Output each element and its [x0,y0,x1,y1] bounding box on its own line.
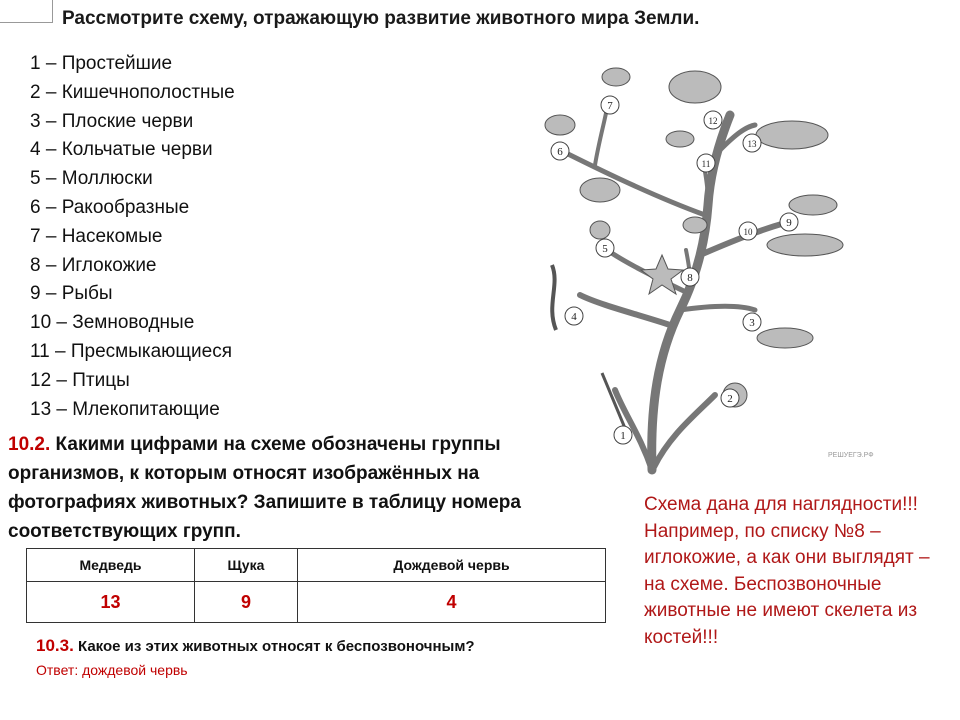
marker-label: 3 [749,317,755,329]
list-item: 7 – Насекомые [30,225,163,247]
list-item: 3 – Плоские черви [30,110,194,132]
branch-worms [580,295,670,325]
marker-label: 8 [687,272,693,284]
marker-label: 2 [727,393,733,405]
tree-root-right [654,395,715,467]
butterfly-shape [602,68,630,86]
marker-label: 1 [620,430,626,442]
snail-shape [590,221,610,239]
branch-arthropods [560,150,705,215]
turtle-shape [666,131,694,147]
list-item: 4 – Кольчатые черви [30,139,213,161]
earthworm-shape [552,265,556,330]
list-item: 11 – Пресмыкающиеся [30,340,233,362]
crab-shape [545,115,575,135]
bird-shape [669,71,721,103]
question-text: Какими цифрами на схеме обозначены группы организмов, к которым относят изображённых на фотографиях животных? Запишите в таблицу номера соответствующих групп. [8,434,521,542]
question-text: Какое из этих животных относят к беспозвоночным? [73,638,475,655]
group-list [30,50,235,424]
list-item: 1 – Простейшие [30,53,173,74]
branch-flatworms [680,306,755,310]
marker-label: 10 [743,227,753,237]
list-item: 8 – Иглокожие [30,254,157,276]
marker-label: 11 [701,159,711,169]
table-cell: 4 [297,582,605,623]
table-header: Щука [195,549,298,582]
marker-label: 5 [602,243,608,255]
corner-box [0,0,53,23]
octopus-shape [580,178,620,202]
flatworm-shape [757,328,813,348]
list-item: 2 – Кишечнополостные [30,81,235,103]
table-header-row [27,549,606,582]
question-number: 10.3. [36,636,74,655]
table-header: Медведь [27,549,195,582]
question-10-3 [36,636,475,656]
list-item: 10 – Земноводные [30,312,195,334]
table-cell: 9 [195,582,298,623]
marker-label: 4 [571,311,577,323]
shark-shape [767,234,843,256]
list-item: 13 – Млекопитающие [30,398,220,420]
marker-label: 13 [747,139,757,149]
table-row [27,582,606,623]
marker-label: 6 [557,146,563,158]
table-header: Дождевой червь [297,549,605,582]
question-10-2 [8,430,578,546]
evolution-tree-diagram [530,55,875,475]
list-item: 9 – Рыбы [30,283,113,305]
marker-label: 9 [786,217,792,229]
frog-shape [683,217,707,233]
fish-shape [789,195,837,215]
tiger-shape [756,121,828,149]
marker-label: 7 [607,100,613,112]
page-title: Рассмотрите схему, отражающую развитие животного мира Земли. [62,8,700,29]
list-item: 5 – Моллюски [30,168,153,190]
explanatory-note: Схема дана для наглядности!!! Например, по списку №8 –иглокожие, а как они выглядят –на схеме. Беспозвоночные животные не имеют скелета из костей!!! [644,494,930,648]
table-cell: 13 [27,582,195,623]
watermark: РЕШУЕГЭ.РФ [828,452,874,459]
answer-text: Ответ: дождевой червь [36,662,188,678]
list-item: 12 – Птицы [30,369,130,391]
list-item: 6 – Ракообразные [30,196,190,218]
question-number: 10.2. [8,434,51,455]
answer-table [26,548,606,623]
marker-label: 12 [708,116,718,126]
